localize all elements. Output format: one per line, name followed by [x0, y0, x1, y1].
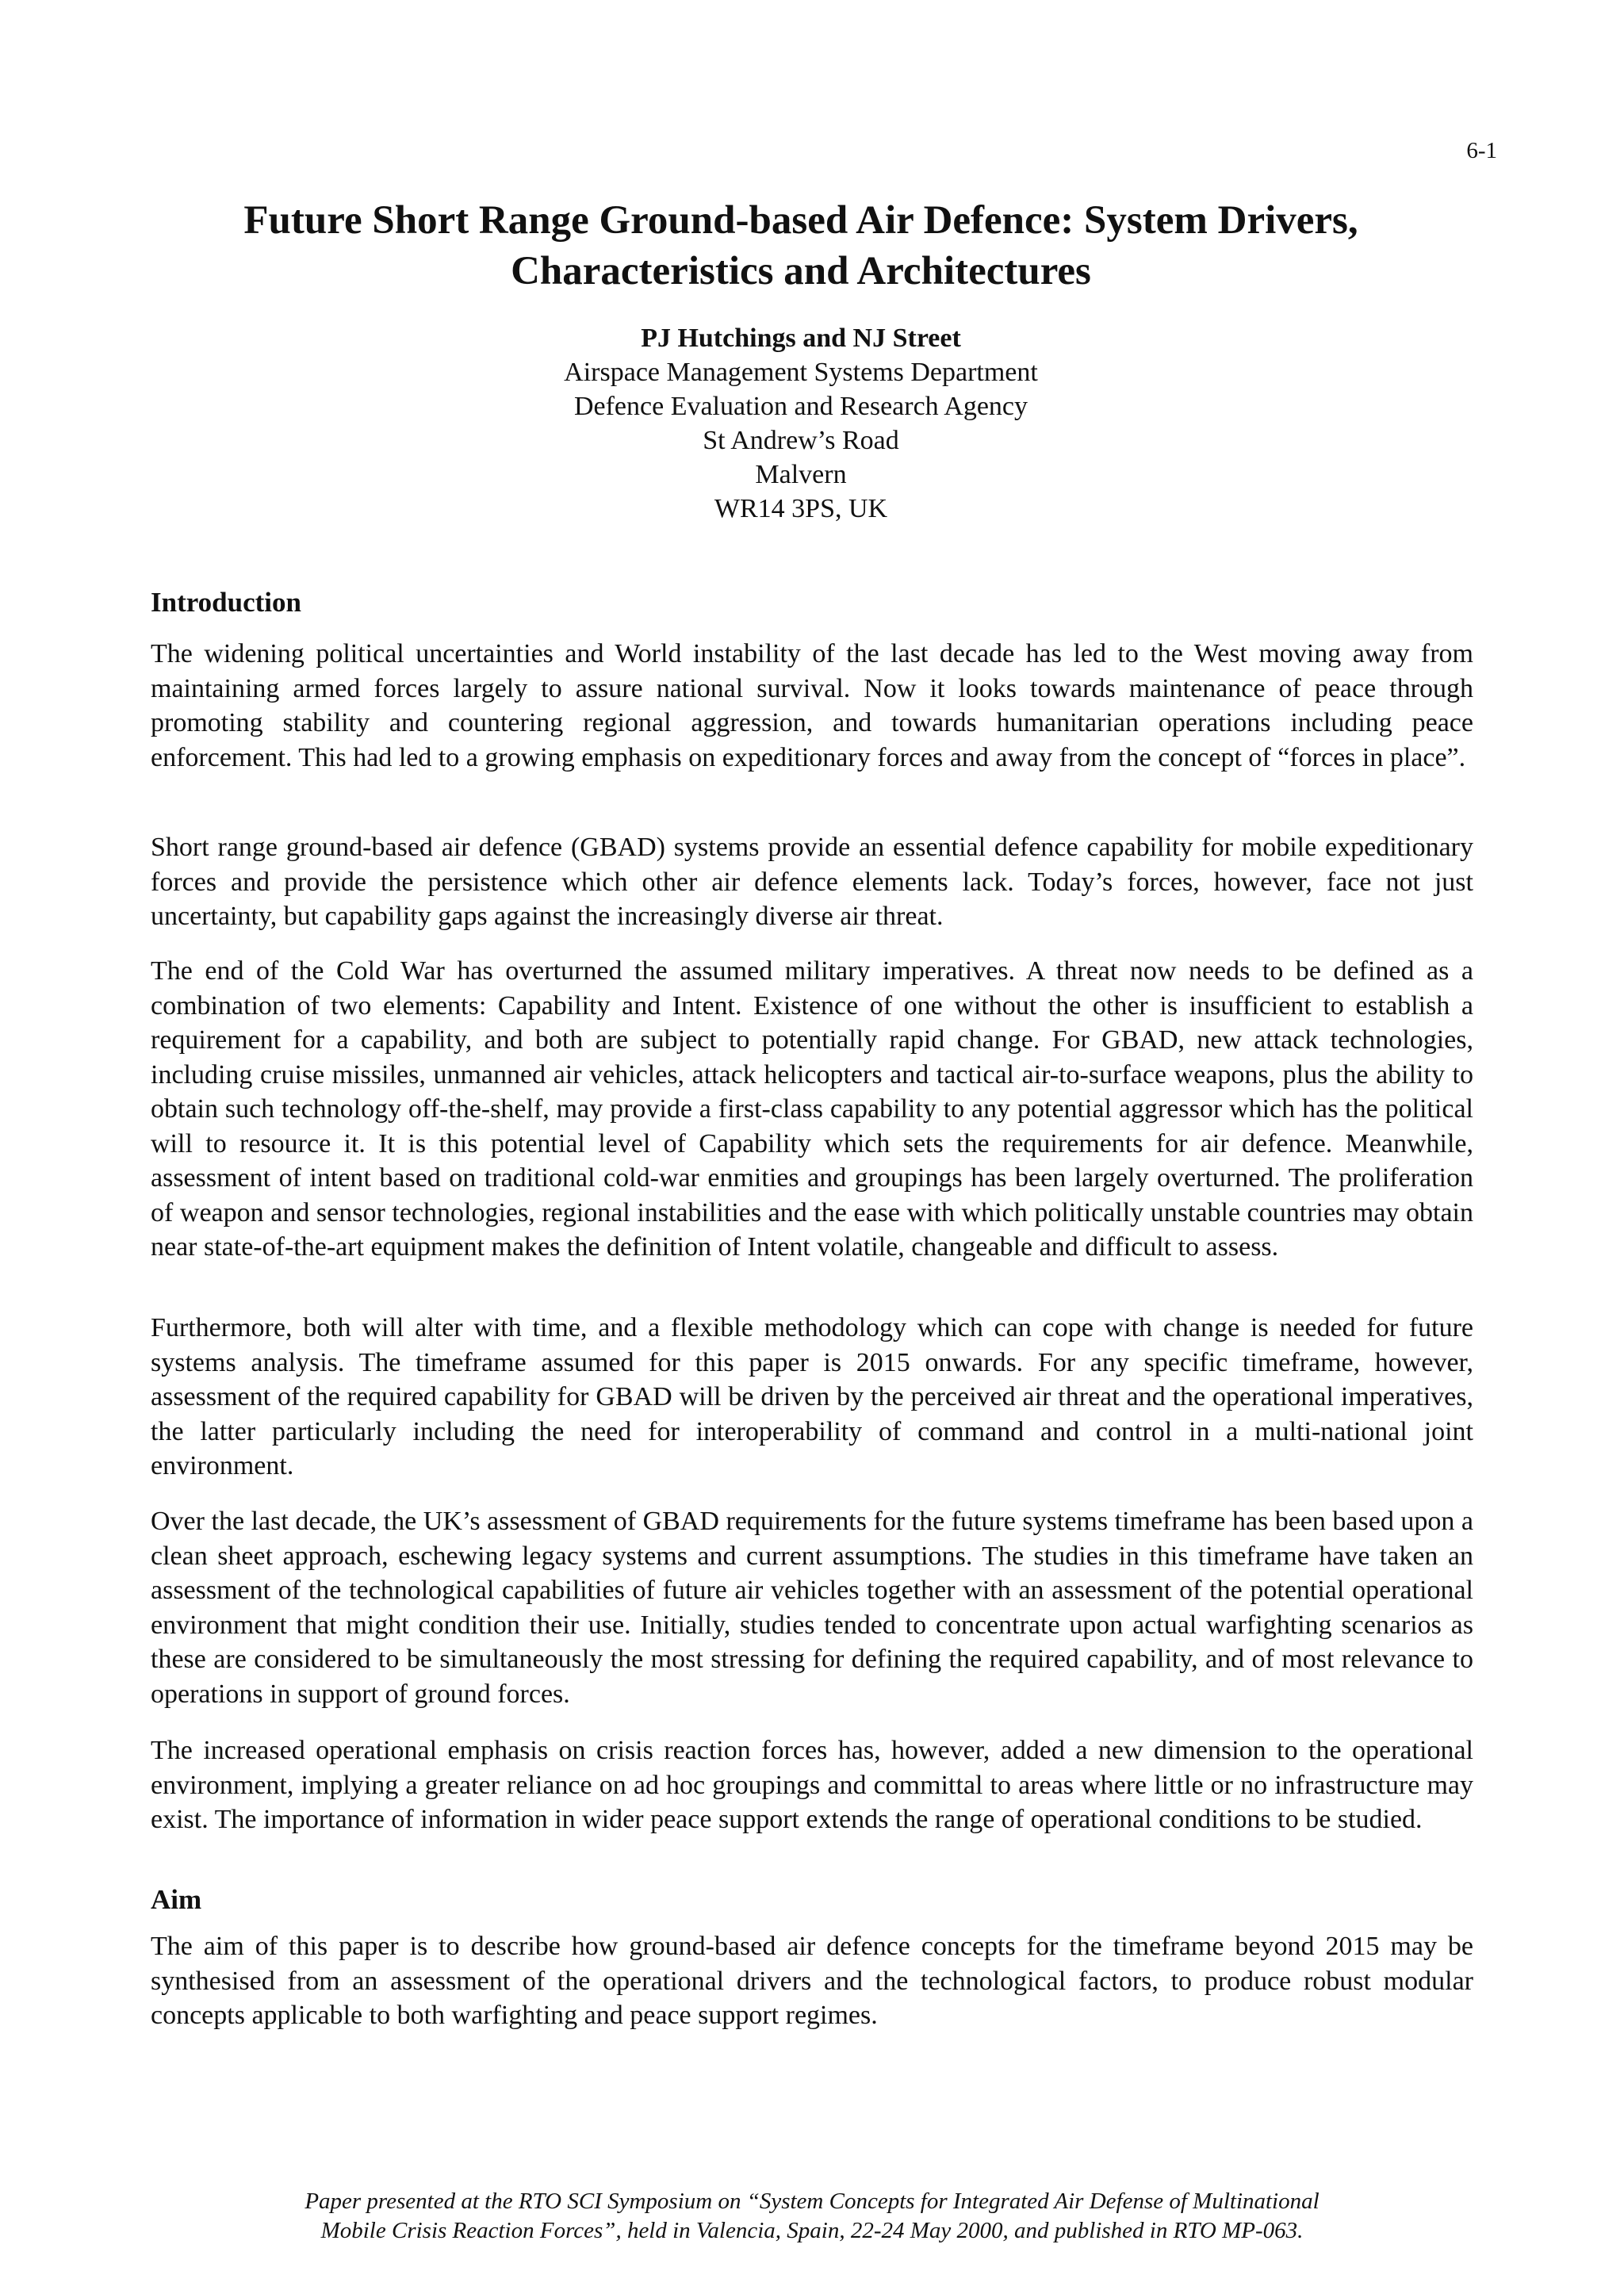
- introduction-heading: Introduction: [151, 587, 301, 618]
- author-town: Malvern: [755, 460, 847, 489]
- author-road: St Andrew’s Road: [703, 426, 899, 455]
- author-postcode: WR14 3PS, UK: [714, 494, 888, 523]
- footer-line-1: Paper presented at the RTO SCI Symposium on “System Concepts for Integrated Air Defense of Multinational: [304, 2189, 1320, 2214]
- intro-paragraph-6: The increased operational emphasis on crisis reaction forces has, however, added a new dimension to the operational environment, implying a greater reliance on ad hoc groupings and committal to areas where little or no infrastructure may exist. The importance of information in wider peace support extends the range of operational conditions to be studied.: [151, 1736, 1473, 1834]
- author-block: [151, 321, 1451, 526]
- publication-footer: [151, 2187, 1473, 2246]
- aim-paragraph-1: The aim of this paper is to describe how ground-based air defence concepts for the timeframe beyond 2015 may be synthesised from an assessment of the operational drivers and the technological factors, to produce robust modular concepts applicable to both warfighting and peace support regimes.: [151, 1932, 1473, 2030]
- intro-paragraph-5: Over the last decade, the UK’s assessment of GBAD requirements for the future systems timeframe has been based upon a clean sheet approach, eschewing legacy systems and current assumptions. The studies in this timeframe have taken an assessment of the technological capabilities of future air vehicles together with an assessment of the potential operational environment that might condition their use. Initially, studies tended to concentrate upon actual warfighting scenarios as these are considered to be simultaneously the most stressing for defining the required capability, and of most relevance to operations in support of ground forces.: [151, 1507, 1473, 1709]
- intro-paragraph-4: Furthermore, both will alter with time, and a flexible methodology which can cope with change is needed for future systems analysis. The timeframe assumed for this paper is 2015 onwards. For any specific timeframe, however, assessment of the required capability for GBAD will be driven by the perceived air threat and the operational imperatives, the latter particularly including the need for interoperability of command and control in a multi-national joint environment.: [151, 1313, 1473, 1480]
- author-names: PJ Hutchings and NJ Street: [641, 324, 961, 353]
- intro-paragraph-3: The end of the Cold War has overturned the assumed military imperatives. A threat now needs to be defined as a combination of two elements: Capability and Intent. Existence of one without the other is insufficient to establish a requirement for a capability, and both are subject to potentially rapid change. For GBAD, new attack technologies, including cruise missiles, unmanned air vehicles, attack helicopters and tactical air-to-surface weapons, plus the ability to obtain such technology off-the-shelf, may provide a first-class capability to any potential aggressor which has the political will to resource it. It is this potential level of Capability which sets the requirements for air defence. Meanwhile, assessment of intent based on traditional cold-war enmities and groupings has been largely overturned. The proliferation of weapon and sensor technologies, regional instabilities and the ease with which politically unstable countries may obtain near state-of-the-art equipment makes the definition of Intent volatile, changeable and difficult to assess.: [151, 956, 1473, 1262]
- author-department: Airspace Management Systems Department: [564, 358, 1038, 387]
- intro-paragraph-1: The widening political uncertainties and World instability of the last decade has led to the West moving away from maintaining armed forces largely to assure national survival. Now it looks towards maintenance of peace through promoting stability and countering regional aggression, and towards humanitarian operations including peace enforcement. This had led to a growing emphasis on expeditionary forces and away from the concept of “forces in place”.: [151, 639, 1473, 772]
- title-line-1: Future Short Range Ground-based Air Defence: System Drivers,: [243, 198, 1358, 243]
- title-line-2: Characteristics and Architectures: [511, 249, 1091, 293]
- aim-heading: Aim: [151, 1884, 202, 1915]
- intro-paragraph-2: Short range ground-based air defence (GBAD) systems provide an essential defence capability for mobile expeditionary forces and provide the persistence which other air defence elements lack. Today’s forces, however, face not just uncertainty, but capability gaps against the increasingly diverse air threat.: [151, 833, 1473, 931]
- paper-title: [151, 195, 1451, 297]
- author-agency: Defence Evaluation and Research Agency: [573, 392, 1028, 421]
- page-number: 6-1: [1466, 138, 1497, 163]
- footer-line-2: Mobile Crisis Reaction Forces”, held in Valencia, Spain, 22-24 May 2000, and published in RTO MP-063.: [320, 2218, 1304, 2243]
